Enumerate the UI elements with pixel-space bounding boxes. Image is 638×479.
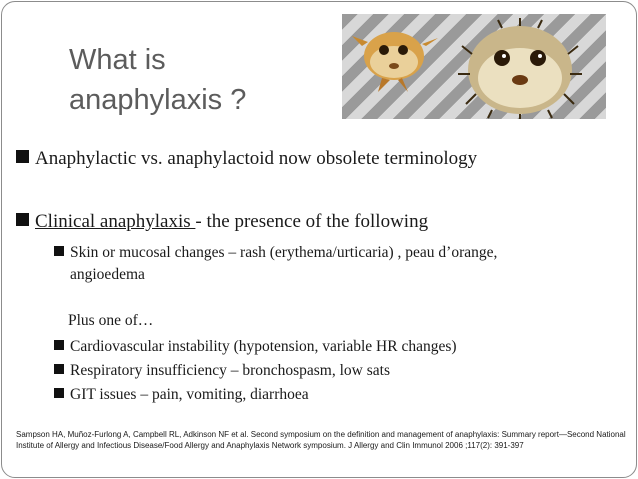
plus-one-of: Plus one of…	[68, 312, 154, 329]
clinical-anaphylaxis-term: Clinical anaphylaxis	[35, 211, 196, 232]
bullet-marker	[16, 150, 29, 163]
cardiovascular-text: Cardiovascular instability (hypotension, variable HR changes)	[70, 338, 457, 355]
reference-line-1: Sampson HA, Muñoz-Furlong A, Campbell RL, Adkinson NF et al. Second symposium on the definition and management of anaphylaxis: Summary report—Second National	[16, 430, 626, 439]
pufferfish-picture	[342, 14, 606, 119]
bullet-marker	[54, 340, 64, 350]
slide	[1, 1, 637, 478]
reference-citation	[16, 429, 626, 451]
sub-bullet-skin	[54, 242, 614, 286]
sub-bullet-cardiovascular	[54, 336, 457, 358]
skin-changes-continuation: angioedema	[70, 266, 145, 283]
bullet-terminology	[16, 148, 477, 170]
large-pufferfish	[458, 18, 582, 119]
skin-changes-text: Skin or mucosal changes – rash (erythema/urticaria) , peau d’orange,	[70, 244, 498, 261]
git-issues-text: GIT issues – pain, vomiting, diarrhoea	[70, 386, 309, 403]
bullet-marker	[16, 213, 29, 226]
respiratory-text: Respiratory insufficiency – bronchospasm, low sats	[70, 362, 390, 379]
clinical-anaphylaxis-definition: - the presence of the following	[195, 211, 429, 232]
small-pufferfish	[352, 32, 438, 92]
slide-title	[69, 40, 246, 120]
title-line-1: What is	[69, 44, 166, 76]
bullet-terminology-text: Anaphylactic vs. anaphylactoid now obsolete terminology	[35, 148, 478, 169]
sub-bullet-respiratory	[54, 360, 390, 382]
bullet-marker	[54, 388, 64, 398]
pufferfish-icon	[342, 14, 606, 119]
bullet-marker	[54, 364, 64, 374]
bullet-clinical-anaphylaxis	[16, 211, 428, 233]
bullet-marker	[54, 246, 64, 256]
reference-line-2: Institute of Allergy and Infectious Disease/Food Allergy and Anaphylaxis Network symposium. J Allergy and Clin Immunol 2006 ;117(2): 391-397	[16, 441, 524, 450]
sub-bullet-git	[54, 384, 309, 406]
title-line-2: anaphylaxis ?	[69, 84, 247, 116]
